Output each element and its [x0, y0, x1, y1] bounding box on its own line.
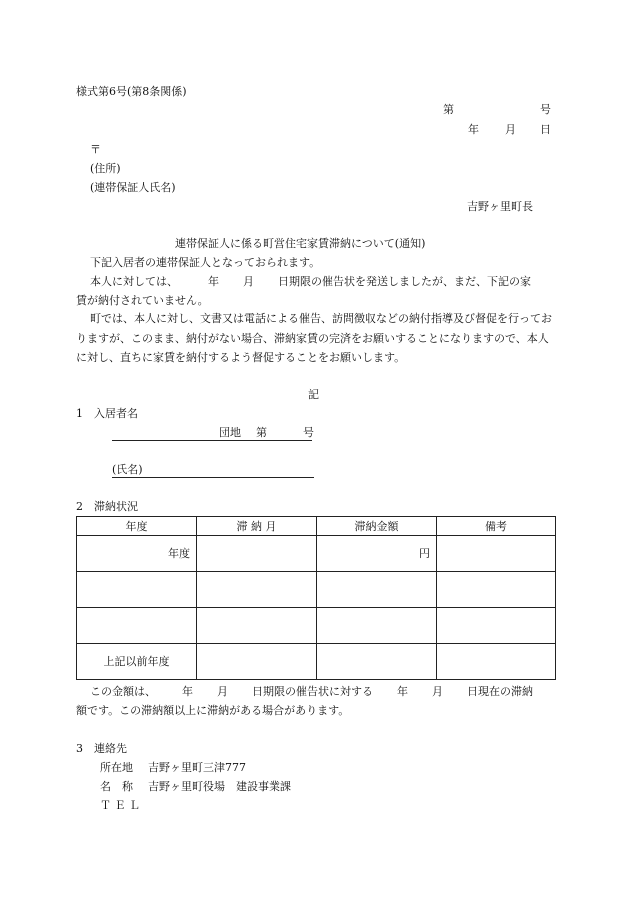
- p2-text-b: 日期限の催告状を発送しましたが、まだ、下記の家: [278, 275, 531, 288]
- note-year-1: 年: [182, 685, 193, 698]
- table-cell: [437, 572, 556, 608]
- body-paragraph-2-line-2: 賃が納付されていません。: [76, 294, 209, 307]
- table-cell: [197, 644, 317, 680]
- body-paragraph-2-line-1: [90, 276, 531, 287]
- p2-month: 月: [243, 275, 254, 288]
- date-month: 月: [505, 123, 516, 136]
- p2-year: 年: [208, 275, 219, 288]
- table-cell: [437, 608, 556, 644]
- column-header: 備考: [437, 517, 556, 536]
- sender-name: 吉野ヶ里町長: [467, 200, 533, 213]
- table-cell: [197, 608, 317, 644]
- column-header: 滞 納 月: [197, 517, 317, 536]
- address-label: (住所): [90, 162, 121, 175]
- go-label: 号: [303, 426, 314, 439]
- table-cell: [197, 572, 317, 608]
- note-month-1: 月: [217, 685, 228, 698]
- column-header: 年度: [77, 517, 197, 536]
- body-paragraph-3: 町では、本人に対し、文書又は電話による催告、訪問徴収などの納付指導及び督促を行っておりますが、このまま、納付がない場合、滞納家賃の完済をお願いすることになりますので、本人に対し、直ちに家賃を納付するよう督促することをお願いします。: [76, 312, 552, 364]
- note-year-2: 年: [397, 685, 408, 698]
- number-suffix: 号: [540, 103, 551, 116]
- table-cell: [437, 536, 556, 572]
- dai-label: 第: [256, 426, 267, 439]
- amount-note-line-2: 額です。この滞納額以上に滞納がある場合があります。: [76, 704, 350, 717]
- table-row: [77, 608, 556, 644]
- table-cell: [77, 608, 197, 644]
- form-label: 様式第6号(第8条関係): [76, 85, 187, 98]
- body-line-1: 下記入居者の連帯保証人となっておられます。: [90, 256, 321, 269]
- document-title: 連帯保証人に係る町営住宅家賃滞納について(通知): [175, 237, 426, 250]
- date-day: 日: [540, 123, 551, 136]
- note-text-a: この金額は、: [90, 685, 156, 698]
- danchi-underline: [112, 440, 312, 441]
- name-label: (氏名): [112, 463, 143, 476]
- number-prefix: 第: [443, 103, 454, 116]
- table-cell: [317, 644, 437, 680]
- office-name-label: 名 称: [100, 780, 133, 793]
- ki-mark: 記: [308, 388, 319, 401]
- table-cell: [197, 536, 317, 572]
- p2-text-a: 本人に対しては、: [90, 275, 178, 288]
- name-underline: [112, 477, 314, 478]
- arrears-table: [76, 516, 556, 680]
- table-cell: [317, 572, 437, 608]
- table-row: [77, 644, 556, 680]
- table-cell: [437, 644, 556, 680]
- table-cell: 上記以前年度: [77, 644, 197, 680]
- column-header: 滞納金額: [317, 517, 437, 536]
- note-text-c: 日現在の滞納: [467, 685, 533, 698]
- table-cell: 年度: [77, 536, 197, 572]
- tel-label: Ｔ Ｅ Ｌ: [100, 799, 140, 812]
- date-year: 年: [468, 123, 479, 136]
- location-label: 所在地: [100, 761, 133, 774]
- table-row: [77, 536, 556, 572]
- section-1-heading: 1 入居者名: [76, 407, 138, 420]
- table-row: [77, 572, 556, 608]
- section-3-heading: 3 連絡先: [76, 742, 127, 755]
- office-name-value: 吉野ヶ里町役場 建設事業課: [148, 780, 291, 793]
- danchi-label: 団地: [219, 426, 241, 439]
- amount-note-line-1: [90, 686, 533, 697]
- table-cell: 円: [317, 536, 437, 572]
- location-value: 吉野ヶ里町三津777: [148, 761, 246, 774]
- table-cell: [77, 572, 197, 608]
- table-header-row: [77, 517, 556, 536]
- note-month-2: 月: [432, 685, 443, 698]
- postal-mark: 〒: [90, 143, 101, 156]
- table-cell: [317, 608, 437, 644]
- guarantor-label: (連帯保証人氏名): [90, 181, 176, 194]
- section-2-heading: 2 滞納状況: [76, 500, 138, 513]
- note-text-b: 日期限の催告状に対する: [252, 685, 373, 698]
